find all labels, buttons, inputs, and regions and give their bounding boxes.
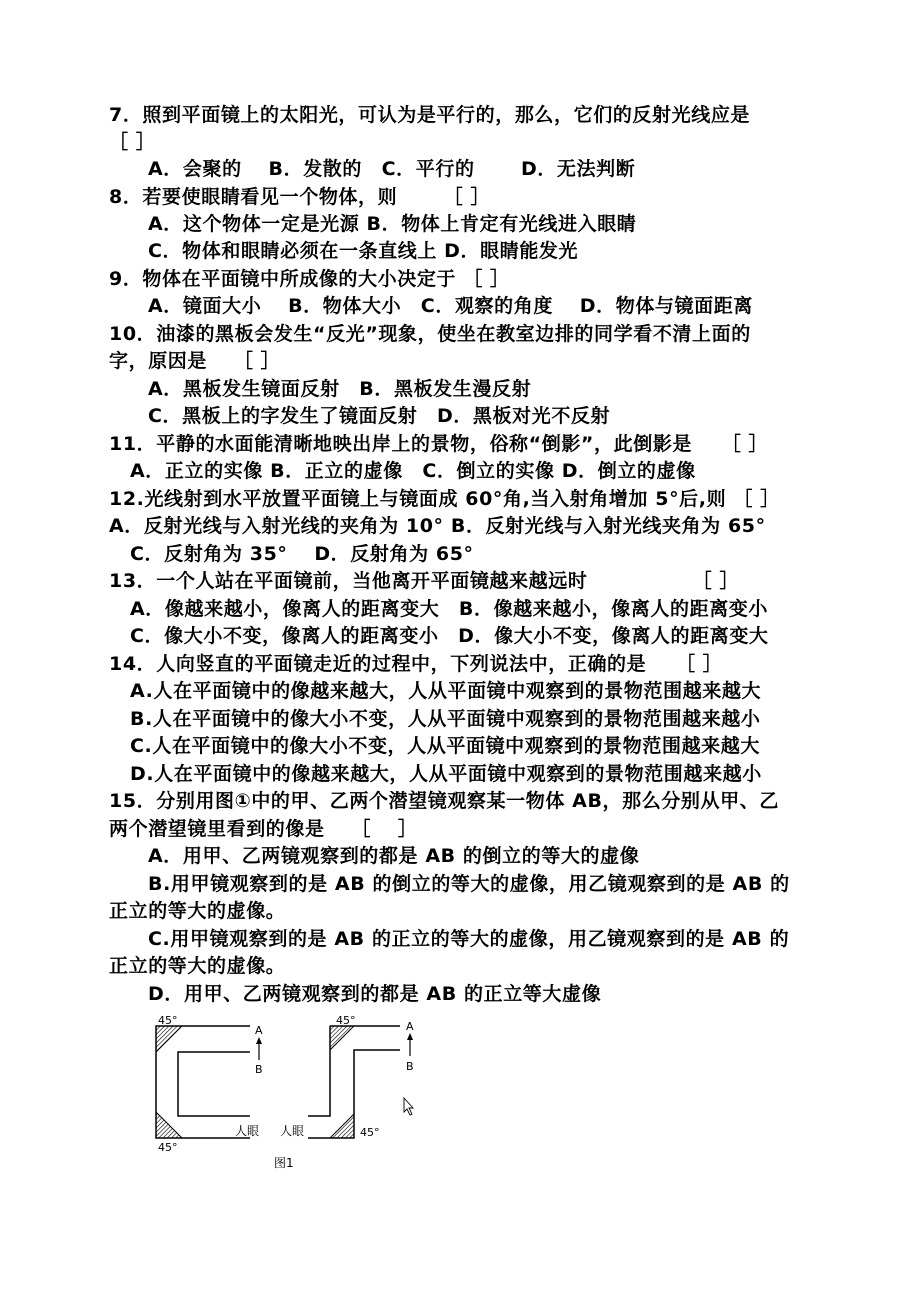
periscope-right: [280, 1014, 400, 1139]
object-ab-left: [255, 1024, 263, 1076]
q7-options: A．会聚的 B．发散的 C．平行的 D．无法判断: [148, 158, 636, 180]
top-mirror-right: [330, 1026, 354, 1050]
point-a-left: A: [255, 1024, 263, 1037]
q12-options-line2: C．反射角为 35° D．反射角为 65°: [130, 543, 474, 565]
q14-option-a: A.人在平面镜中的像越来越大，人从平面镜中观察到的景物范围越来越大: [130, 680, 762, 702]
figure-caption: 图1: [274, 1156, 294, 1170]
point-b-left: B: [255, 1063, 263, 1076]
q10-stem-line2: 字，原因是 ［ ］: [109, 350, 281, 372]
top-mirror-left: [156, 1026, 182, 1052]
q11-stem: 11．平静的水面能清晰地映出岸上的景物，俗称“倒影”，此倒影是 ［ ］: [109, 433, 769, 455]
eye-label-right: 人眼: [280, 1124, 305, 1138]
q8-options-line2: C．物体和眼睛必须在一条直线上 D．眼睛能发光: [148, 240, 579, 262]
q13-options-line2: C．像大小不变，像离人的距离变小 D．像大小不变，像离人的距离变大: [130, 625, 769, 647]
q15-option-c-line2: 正立的等大的虚像。: [109, 955, 286, 977]
q7-answer-bracket: ［ ］: [109, 131, 156, 153]
q10-stem-line1: 10．油漆的黑板会发生“反光”现象，使坐在教室边排的同学看不清上面的: [109, 323, 751, 345]
q13-options-line1: A．像越来越小，像离人的距离变大 B．像越来越小，像离人的距离变小: [130, 598, 768, 620]
q14-option-c: C.人在平面镜中的像大小不变，人从平面镜中观察到的景物范围越来越大: [130, 735, 760, 757]
q8-stem: 8．若要使眼睛看见一个物体，则 ［ ］: [109, 186, 491, 208]
eye-label-left: 人眼: [235, 1124, 260, 1138]
angle-label-top-left: 45°: [158, 1014, 178, 1027]
q8-options-line1: A．这个物体一定是光源 B．物体上肯定有光线进入眼睛: [148, 213, 637, 235]
q15-option-b-line1: B.用甲镜观察到的是 AB 的倒立的等大的虚像，用乙镜观察到的是 AB 的: [148, 873, 790, 895]
angle-label-bottom-right: 45°: [360, 1126, 380, 1139]
q14-stem: 14．人向竖直的平面镜走近的过程中，下列说法中，正确的是 ［ ］: [109, 653, 723, 675]
bottom-mirror-right: [330, 1114, 354, 1138]
object-ab-right: [406, 1020, 414, 1073]
q7-stem: 7．照到平面镜上的太阳光，可认为是平行的，那么，它们的反射光线应是: [109, 104, 751, 126]
point-b-right: B: [406, 1060, 414, 1073]
q10-options-line2: C．黑板上的字发生了镜面反射 D．黑板对光不反射: [148, 405, 611, 427]
periscope-left: [156, 1014, 259, 1154]
angle-label-bottom-left: 45°: [158, 1141, 178, 1154]
q12-stem: 12.光线射到水平放置平面镜上与镜面成 60°角,当入射角增加 5°后,则 ［ ］: [109, 488, 780, 510]
q14-option-b: B.人在平面镜中的像大小不变，人从平面镜中观察到的景物范围越来越小: [130, 708, 761, 730]
q15-stem-line2: 两个潜望镜里看到的像是 ［ ］: [109, 818, 418, 840]
q15-option-c-line1: C.用甲镜观察到的是 AB 的正立的等大的虚像，用乙镜观察到的是 AB 的: [148, 928, 790, 950]
q11-options: A．正立的实像 B．正立的虚像 C．倒立的实像 D．倒立的虚像: [130, 460, 696, 482]
periscope-figure: [140, 1012, 440, 1172]
q15-option-d: D．用甲、乙两镜观察到的都是 AB 的正立等大虚像: [148, 983, 602, 1005]
q13-stem: 13．一个人站在平面镜前，当他离开平面镜越来越远时 ［ ］: [109, 570, 740, 592]
q15-stem-line1: 15．分别用图①中的甲、乙两个潜望镜观察某一物体 AB，那么分别从甲、乙: [109, 790, 779, 812]
point-a-right: A: [406, 1020, 414, 1033]
q14-option-d: D.人在平面镜中的像越来越大，人从平面镜中观察到的景物范围越来越小: [130, 763, 762, 785]
q10-options-line1: A．黑板发生镜面反射 B．黑板发生漫反射: [148, 378, 532, 400]
q9-stem: 9．物体在平面镜中所成像的大小决定于 ［ ］: [109, 268, 510, 290]
angle-label-top-right: 45°: [336, 1014, 356, 1027]
periscope-diagram: [140, 1012, 440, 1172]
q15-option-a: A．用甲、乙两镜观察到的都是 AB 的倒立的等大的虚像: [148, 845, 640, 867]
q15-option-b-line2: 正立的等大的虚像。: [109, 900, 286, 922]
q12-options-line1: A．反射光线与入射光线的夹角为 10° B．反射光线与入射光线夹角为 65°: [109, 515, 766, 537]
q9-options: A．镜面大小 B．物体大小 C．观察的角度 D．物体与镜面距离: [148, 295, 753, 317]
mouse-pointer-icon: [404, 1098, 413, 1115]
